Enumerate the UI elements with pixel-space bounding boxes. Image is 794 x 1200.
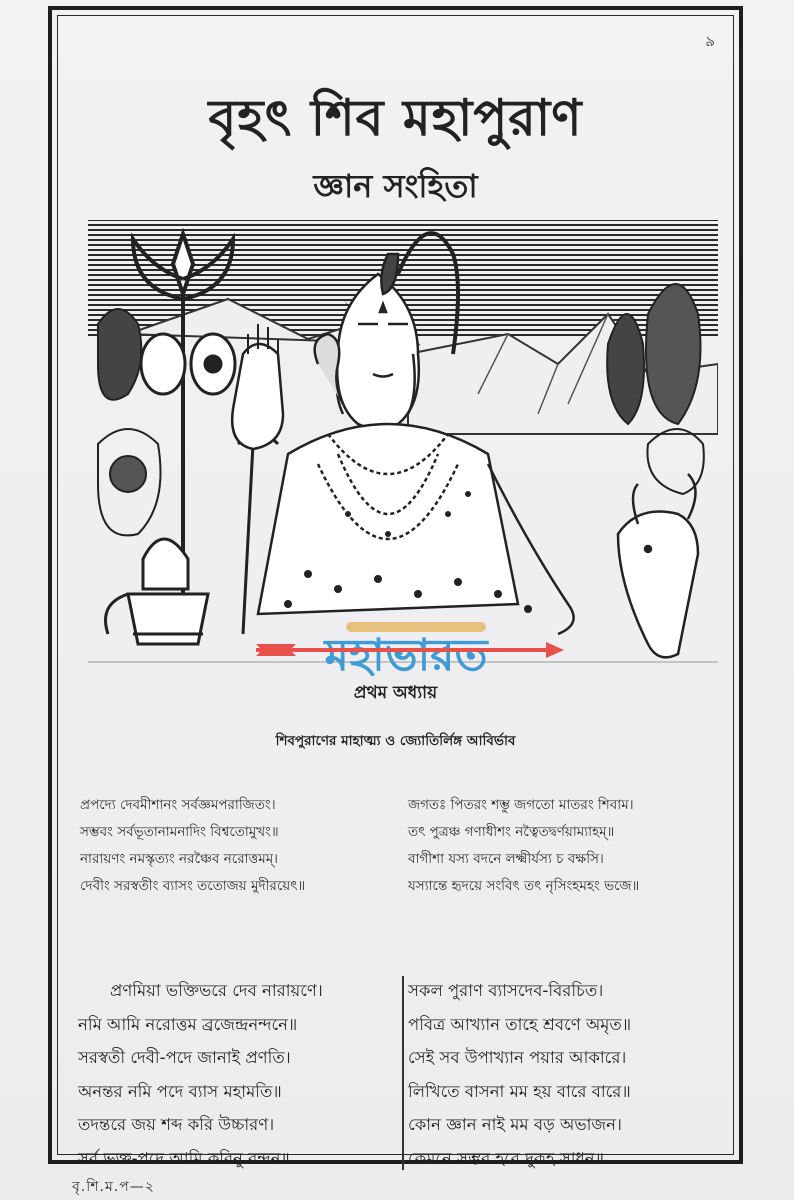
- shiva-illustration: [88, 214, 718, 664]
- chapter-subheading: শিবপুরাণের মাহাত্ম্য ও জ্যোতির্লিঙ্গ আবির্ভাব: [275, 733, 516, 749]
- book-subtitle: জ্ঞান সংহিতা: [313, 167, 478, 205]
- page-number: ৯: [705, 32, 715, 50]
- footer-signature: বৃ.শি.ম.প—২: [72, 1179, 155, 1195]
- verse-line: কোন জ্ঞান নাই মম বড় অভাজন।: [408, 1115, 622, 1134]
- svg-text:মহাভারত: মহাভারত: [324, 630, 488, 681]
- verse-line: পবিত্র আখ্যান তাহে শ্রবণে অমৃত॥: [408, 1014, 632, 1034]
- verse-line: প্রণমিয়া ভক্তিভরে দেব নারায়ণে।: [110, 981, 323, 1000]
- watermark-logo: [246, 608, 566, 686]
- verse-line: লিখিতে বাসনা মম হয় বারে বারে॥: [408, 1081, 631, 1101]
- column-divider: [402, 976, 404, 1170]
- verse-line: অনন্তর নমি পদে ব্যাস মহামতি॥: [78, 1081, 282, 1101]
- shloka-line: যস্যান্তে হৃদয়ে সংবিৎ তৎ নৃসিংহমহং ভজে॥: [408, 878, 640, 894]
- shiva-line-art: [88, 214, 718, 664]
- shloka-line: দেবীং সরস্বতীং ব্যাসং ততোজয় মুদীরয়েৎ॥: [80, 878, 306, 894]
- shloka-left-column: [80, 792, 410, 900]
- page-inner-border: [57, 15, 734, 1168]
- page-border: [48, 6, 743, 1168]
- shloka-line: প্রপদ্যে দেবমীশানং সর্বজ্ঞমপরাজিতং।: [80, 797, 276, 813]
- shloka-line: সম্ভবং সর্বভূতানামনাদিং বিশ্বতোমুখং॥: [80, 824, 279, 840]
- verse-right-column: [408, 974, 728, 1175]
- verse-line: সেই সব উপাখ্যান পয়ার আকারে।: [408, 1048, 627, 1067]
- verse-line: সর্ব ভক্ত-পদে আমি করিনু বন্দন॥: [78, 1148, 290, 1168]
- shloka-right-column: [408, 792, 738, 900]
- verse-line: তদন্তরে জয় শব্দ করি উচ্চারণ।: [78, 1115, 275, 1134]
- book-title: বৃহৎ শিব মহাপুরাণ: [208, 89, 583, 147]
- verse-line: নমি আমি নরোত্তম ব্রজেন্দ্রনন্দনে॥: [78, 1014, 298, 1034]
- shloka-line: তৎ পুত্রঞ্চ গণাধীশং নত্বৈতদ্বর্ণয়াম্যাহম্॥: [408, 824, 615, 840]
- nandi-bull-icon: [618, 474, 698, 657]
- damaru-icon: [141, 334, 235, 394]
- verse-left-column: [78, 974, 398, 1175]
- shloka-line: নারায়ণং নমস্কৃত্যং নরঞ্চৈব নরোত্তমম্।: [80, 851, 279, 867]
- shloka-line: জগতঃ পিতরং শম্ভু জগতো মাতরং শিবাম।: [408, 797, 634, 813]
- verse-line: সরস্বতী দেবী-পদে জানাই প্রণতি।: [78, 1048, 291, 1067]
- kamandalu-icon: [106, 539, 209, 644]
- verse-line: কেমনে সম্ভব হবে দুরূহ সাধন॥: [408, 1148, 604, 1168]
- shloka-line: বাগীশা যস্য বদনে লক্ষ্মীর্যস্য চ বক্ষসি।: [408, 851, 604, 867]
- verse-line: সকল পুরাণ ব্যাসদেব-বিরচিত।: [408, 981, 604, 1000]
- chapter-heading: প্রথম অধ্যায়: [353, 683, 438, 703]
